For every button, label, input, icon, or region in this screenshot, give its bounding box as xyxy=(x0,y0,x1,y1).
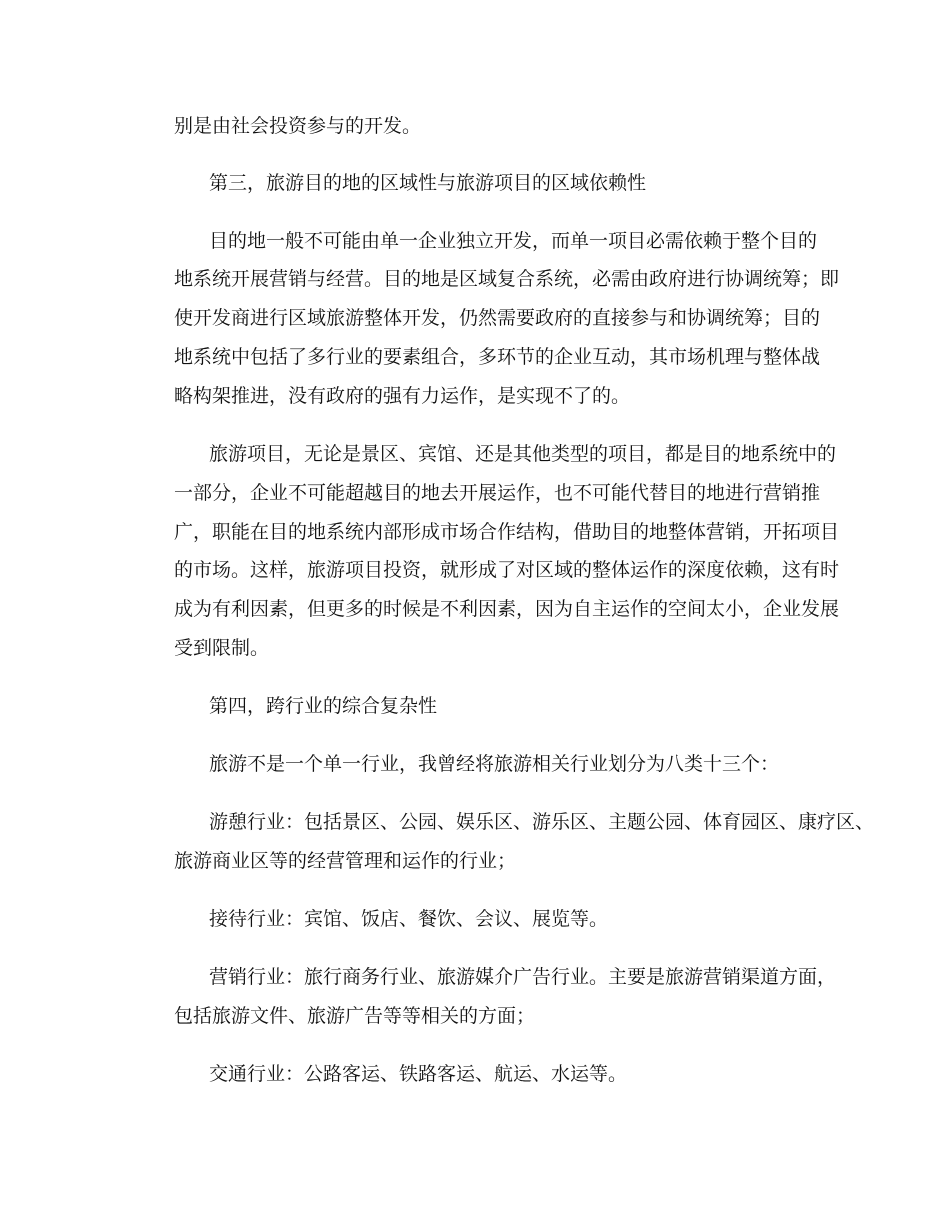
paragraph-line: 旅游项目，无论是景区、宾馆、还是其他类型的项目，都是目的地系统中的 xyxy=(209,443,837,465)
paragraph-line: 游憩行业：包括景区、公园、娱乐区、游乐区、主题公园、体育园区、康疗区、 xyxy=(209,811,875,833)
paragraph-line: 成为有利因素，但更多的时候是不利因素，因为自主运作的空间太小，企业发展 xyxy=(174,598,840,620)
paragraph-line: 使开发商进行区域旅游整体开发，仍然需要政府的直接参与和协调统筹；目的 xyxy=(174,307,821,329)
paragraph-line: 营销行业：旅行商务行业、旅游媒介广告行业。主要是旅游营销渠道方面， xyxy=(209,966,837,988)
section-heading: 第三，旅游目的地的区域性与旅游项目的区域依赖性 xyxy=(209,172,647,194)
paragraph-line: 的市场。这样，旅游项目投资，就形成了对区域的整体运作的深度依赖，这有时 xyxy=(174,559,840,581)
section-heading: 第四，跨行业的综合复杂性 xyxy=(209,695,438,717)
paragraph-line: 略构架推进，没有政府的强有力运作，是实现不了的。 xyxy=(174,385,631,407)
paragraph-line: 地系统中包括了多行业的要素组合，多环节的企业互动，其市场机理与整体战 xyxy=(174,346,821,368)
paragraph-line: 旅游不是一个单一行业，我曾经将旅游相关行业划分为八类十三个： xyxy=(209,753,780,775)
paragraph-line: 别是由社会投资参与的开发。 xyxy=(174,115,422,137)
paragraph-line: 旅游商业区等的经营管理和运作的行业； xyxy=(174,850,517,872)
paragraph-line: 目的地一般不可能由单一企业独立开发，而单一项目必需依赖于整个目的 xyxy=(209,230,818,252)
paragraph-line: 交通行业：公路客运、铁路客运、航运、水运等。 xyxy=(209,1063,628,1085)
paragraph-line: 地系统开展营销与经营。目的地是区域复合系统，必需由政府进行协调统筹；即 xyxy=(174,268,840,290)
paragraph-line: 广，职能在目的地系统内部形成市场合作结构，借助目的地整体营销，开拓项目 xyxy=(174,521,840,543)
paragraph-line: 包括旅游文件、旅游广告等等相关的方面； xyxy=(174,1005,536,1027)
paragraph-line: 接待行业：宾馆、饭店、餐饮、会议、展览等。 xyxy=(209,908,609,930)
paragraph-line: 一部分，企业不可能超越目的地去开展运作，也不可能代替目的地进行营销推 xyxy=(174,482,821,504)
paragraph-line: 受到限制。 xyxy=(174,637,270,659)
